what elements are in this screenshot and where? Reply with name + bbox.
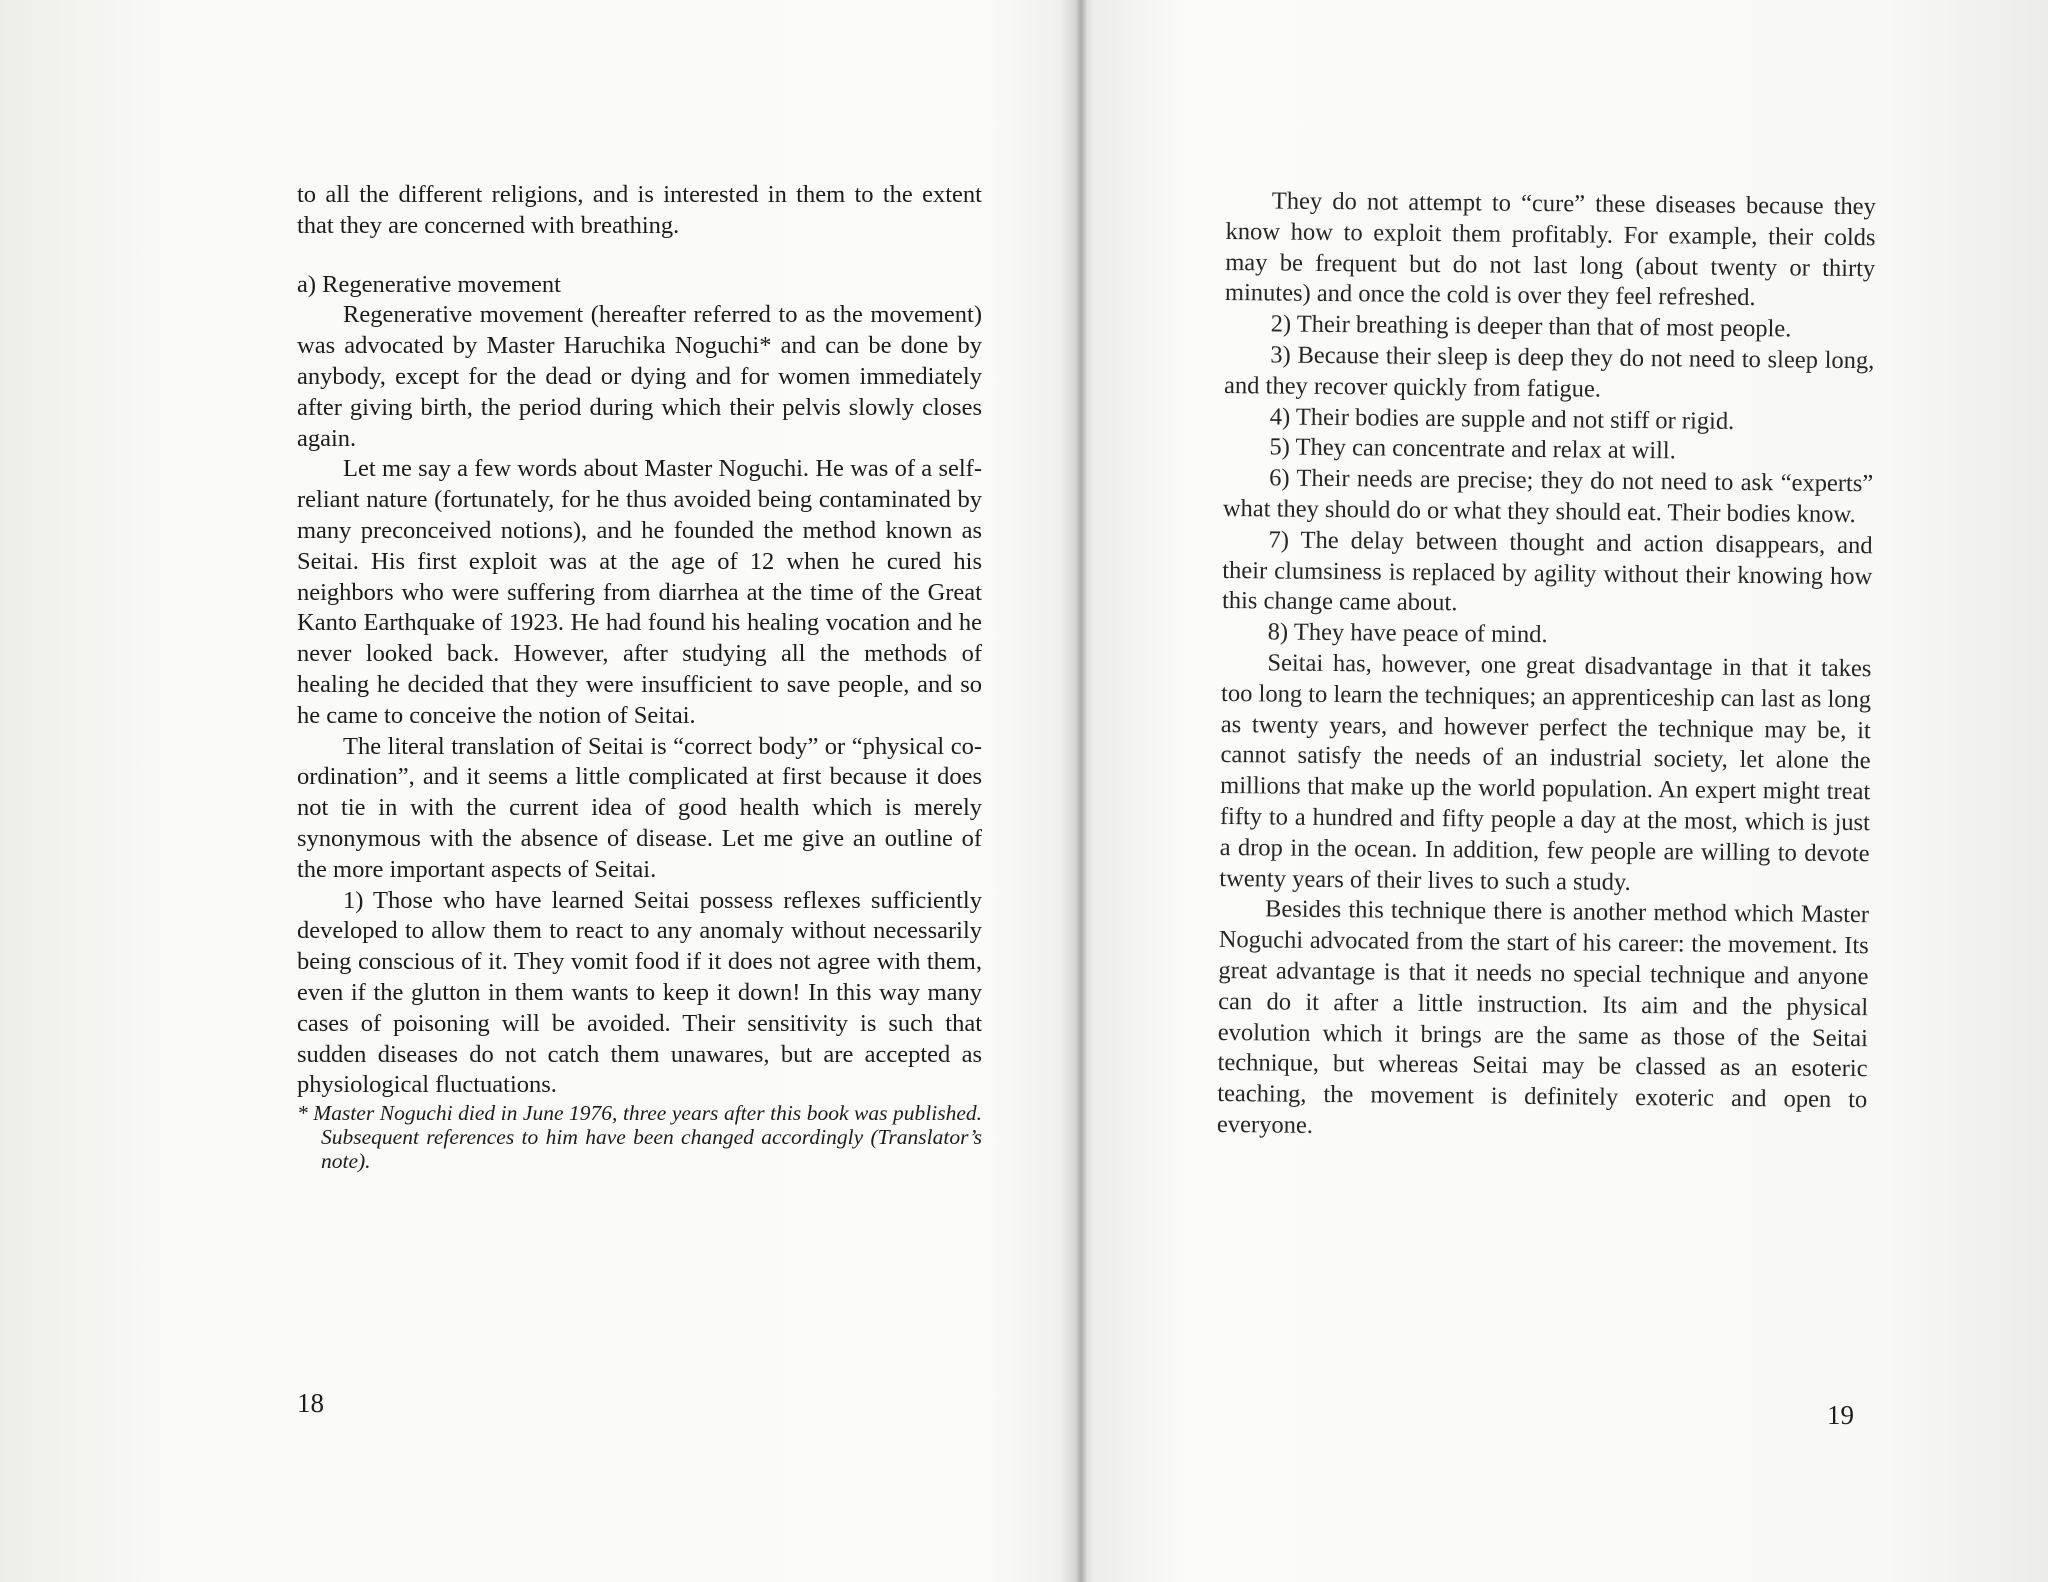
right-page — [1217, 186, 1876, 1147]
page-number-right: 19 — [1827, 1400, 1854, 1430]
left-page — [297, 180, 982, 1173]
list-item: 2) Their breathing is deeper than that of most people. — [1270, 310, 1792, 343]
section-gap — [297, 242, 982, 270]
body-paragraph: Regenerative movement (hereafter referred to as the movement) was advocated by Master Haruchika Noguchi* and can be done by anybody, except for the dead or dying and for women immediately after giving birth, the period during which their pelvis slowly closes again. — [297, 301, 982, 452]
list-item: 8) They have peace of mind. — [1267, 618, 1548, 649]
list-item: 5) They can concentrate and relax at will. — [1269, 433, 1676, 465]
body-paragraph: Let me say a few words about Master Noguchi. He was of a self-reliant nature (fortunately, for he thus avoided being contaminated by many preconceived notions), and he founded the method known as Seitai. His first exploit was at the age of 12 when he cured his neighbors who were suffering from diarrhea at the time of the Great Kanto Earthquake of 1923. He had found his healing vocation and he never looked back. However, after studying all the methods of healing he decided that they were insufficient to save people, and so he came to conceive the notion of Seitai. — [297, 455, 982, 729]
intro-paragraph: to all the different religions, and is interested in them to the extent that they are concerned with breathing. — [297, 181, 982, 239]
page-number-left: 18 — [297, 1388, 324, 1418]
book-gutter — [1060, 0, 1094, 1582]
list-item: 3) Because their sleep is deep they do not need to sleep long, and they recover quickly from fatigue. — [1223, 341, 1875, 403]
list-item: 7) The delay between thought and action disappears, and their clumsiness is replaced by agility without their knowing how this change came about. — [1221, 526, 1873, 617]
body-paragraph: Seitai has, however, one great disadvantage in that it takes too long to learn the techniques; an apprenticeship can last as long as twenty years, and however perfect the technique may be, it cannot satisfy the needs of an industrial society, let alone the millions that make up the world population. An expert might treat fifty to a hundred and fifty people a day at the most, which is just a drop in the ocean. In addition, few people are willing to devote twenty years of their lives to such a study. — [1219, 649, 1872, 896]
body-paragraph: They do not attempt to “cure” these diseases because they know how to exploit them profitably. For example, their colds may be frequent but do not last long (about twenty or thirty minutes) and once the cold is over they feel refreshed. — [1224, 187, 1876, 312]
section-heading: a) Regenerative movement — [297, 270, 561, 298]
body-paragraph: The literal translation of Seitai is “correct body” or “physical co-ordination”, and it seems a little complicated at first because it does not tie in with the current idea of good health which is merely synonymous with the absence of disease. Let me give an outline of the more important aspects of Seitai. — [297, 732, 982, 883]
list-item: 6) Their needs are precise; they do not need to ask “experts” what they should do or what they should eat. Their bodies know. — [1222, 464, 1874, 529]
body-paragraph: 1) Those who have learned Seitai possess reflexes sufficiently developed to allow them to react to any anomaly without necessarily being conscious of it. They vomit food if it does not agree with them, even if the glutton in them wants to keep it down! In this way many cases of poisoning will be avoided. Their sensitivity is such that sudden diseases do not catch them unawares, but are accepted as physiological fluctuations. — [297, 886, 982, 1099]
footnote: * Master Noguchi died in June 1976, three years after this book was published. Subsequent references to him have been changed accordingly (Translator’s note). — [297, 1101, 982, 1174]
list-item: 4) Their bodies are supple and not stiff or rigid. — [1269, 403, 1735, 435]
body-paragraph: Besides this technique there is another method which Master Noguchi advocated from the start of his career: the movement. Its great advantage is that it needs no special technique and anyone can do it after a little instruction. Its aim and the physical evolution which it brings are the same as those of the Seitai technique, but whereas Seitai may be classed as an esoteric teaching, the movement is definitely exoteric and open to everyone. — [1216, 895, 1870, 1139]
